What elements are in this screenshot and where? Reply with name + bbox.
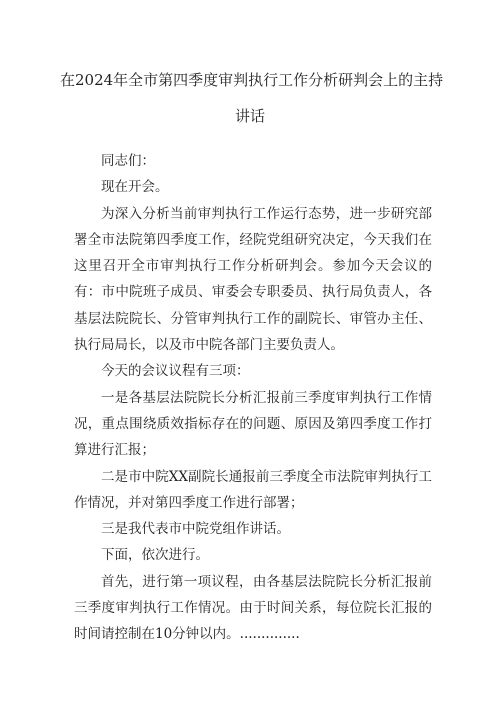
document-title-line-1: 在2024年全市第四季度审判执行工作分析研判会上的主持	[60, 71, 444, 89]
paragraph-purpose-attendees: 为深入分析当前审判执行工作运行态势，进一步研究部署全市法院第四季度工作，经院党组研究决定，今天我们在这里召开全市审判执行工作分析研判会。参加今天会议的有：市中院班子成员、审委会专职委员、执行局负责人，各基层法院院长、分管审判执行工作的副院长、审管办主任、执行局局长，以及市中院各部门主要负责人。	[74, 205, 432, 354]
paragraph-agenda-item-2: 二是市中院XX副院长通报前三季度全市法院审判执行工作情况，并对第四季度工作进行部署；	[74, 468, 432, 511]
document-title-line-2: 讲话	[234, 107, 265, 125]
paragraph-agenda-intro: 今天的会议议程有三项：	[101, 363, 250, 380]
paragraph-agenda-item-3: 三是我代表市中院党组作讲话。	[101, 521, 290, 538]
paragraph-proceed: 下面，依次进行。	[101, 547, 209, 564]
document-body	[74, 148, 432, 648]
paragraph-agenda-item-1: 一是各基层法院院长分析汇报前三季度审判执行工作情况，重点围绕质效指标存在的问题、原因及第四季度工作打算进行汇报；	[74, 389, 432, 459]
paragraph-opening: 现在开会。	[101, 179, 169, 196]
paragraph-salutation: 同志们：	[101, 153, 155, 169]
paragraph-first-item: 首先，进行第一项议程，由各基层法院院长分析汇报前三季度审判执行工作情况。由于时间关系，每位院长汇报的时间请控制在10分钟以内。..............	[74, 573, 432, 643]
